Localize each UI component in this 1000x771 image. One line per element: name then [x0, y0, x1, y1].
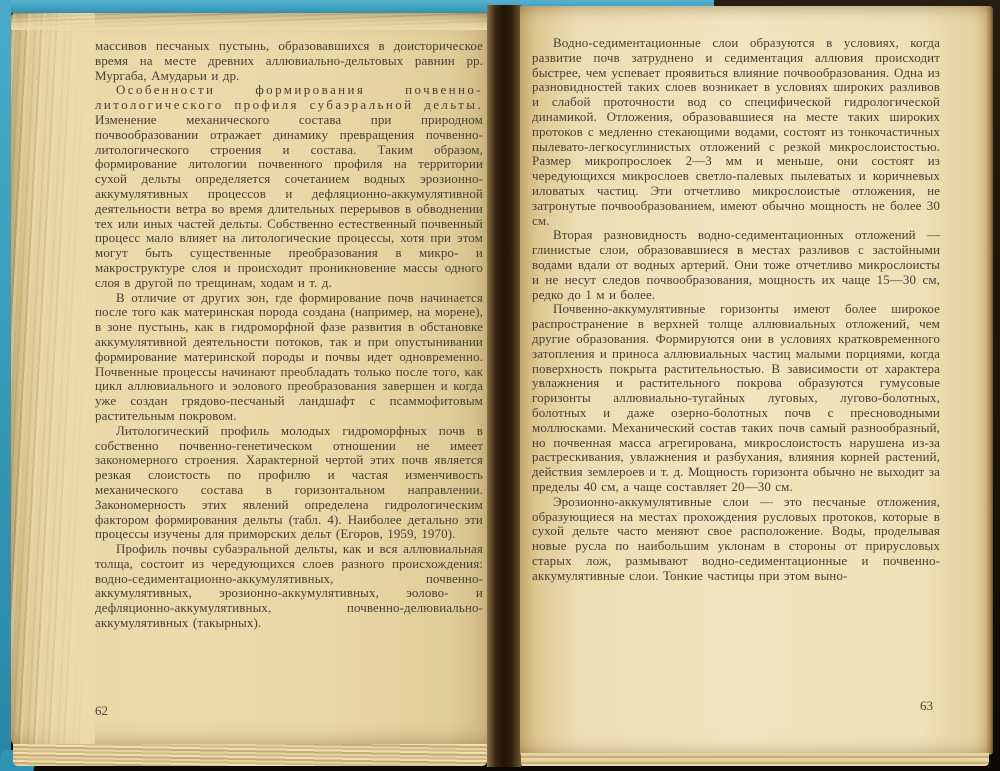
- paragraph: [95, 83, 483, 290]
- right-page: [520, 6, 993, 755]
- left-page-fore-edge-stack: [11, 13, 95, 746]
- paragraph: Водно-седиментационные слои образуются в условиях, когда развитие почв затруднено и седиментация аллювия происходит быстрее, чем успевает проявиться влияние почвообразования. Одна из разновидностей таких слоев возникает в условиях широких разливов и слабой проточности вод со специфической гидрологической динамикой. Отложения, образовавшиеся на месте таких широких протоков с медленно стекающими водами, состоят из тонкочастичных пылевато-легкосуглинистых отложений с резкой микрослоистостью. Размер микропрослоек 2—3 мм и меньше, они состоят из чередующихся микрослоев светло-палевых пылеватых и коричневых иловатых частиц. Эти отчетливо микрослоистые отложения, не затронутые почвообразованием, имеют обычно мощность не более 30 см.: [532, 35, 940, 228]
- left-page-bottom-edge-stack: [13, 744, 487, 766]
- left-page: [11, 13, 488, 746]
- right-page-bottom-edge-stack: [521, 753, 989, 766]
- left-page-top-edge-stack: [11, 13, 488, 30]
- right-page-text-block: [532, 36, 940, 583]
- book-gutter-shadow: [487, 5, 521, 767]
- left-page-text-block: [95, 39, 483, 631]
- paragraph: В отличие от других зон, где формирование почв начинается после того как материнская порода создана (например, на морене), в зоне пустынь, как в гидроморфной фазе развития в обстановке аккумулятивной деятельности потоков, так и при опустынивании формирование материнской породы и почвы идет одновременно. Почвенные процессы начинают преобладать только после того, как цикл аллювиального и эолового преобразования завершен и когда уже создан грядово-песчаный ландшафт с псаммофитовым растительным покровом.: [95, 289, 483, 423]
- emphasized-heading-text: Особенности формирования почвенно-литологического профиля субаэральной дельты.: [95, 82, 483, 113]
- paragraph: Почвенно-аккумулятивные горизонты имеют более широкое распространение в верхней толще аллювиальных отложений, чем другие образования. Формируются они в условиях кратковременного затопления и приноса аллювиальных частиц малыми порциями, когда поверхность покрыта растительностью. В зависимости от характера увлажнения и растительного покрова образуются гумусовые горизонты аллювиально-тугайных луговых, лугово-болотных, болотных и даже озерно-болотных почв с пресноводными моллюсками. Механический состав таких почв самый разнообразный, но почвенная масса агрегирована, микрослоистость нарушена из-за растрескивания, увлажнения и разбухания, влияния корней растений, действия землероев и т. д. Мощность горизонта обычно не выходит за пределы 40 см, а чаще составляет 20—30 см.: [532, 301, 940, 494]
- book-cover-left-edge: [0, 0, 11, 771]
- page-number-left: 62: [95, 703, 108, 718]
- page-number-right: 63: [920, 698, 933, 713]
- paragraph: массивов песчаных пустынь, образовавшихся в доисторическое время на месте древних аллювиально-дельтовых равнин рр. Мургаба, Амударьи и др.: [95, 38, 483, 83]
- paragraph: Литологический профиль молодых гидроморфных почв в собственно почвенно-генетическом отношении не имеет закономерного строения. Характерной чертой этих почв является резкая слоистость по профилю и частая изменчивость механического состава в горизонтальном направлении. Закономерность этих явлений определена гидрологическим фактором формирования дельты (табл. 4). Наиболее детально эти процессы изучены для приморских дельт (Егоров, 1959, 1970).: [95, 422, 483, 542]
- paragraph-text: Изменение механического состава при природном почвообразовании отражает динамику превращения почвенно-литологического строения и состава. Таким образом, формирование литологии почвенного профиля на территории сухой дельты определяется сочетанием водных эрозионно-аккумулятивных процессов и дефляционно-аккумулятивной деятельности ветра во время длительных перерывов в обводнении тех или иных частей дельты. Собственно естественный почвенный процесс мало влияет на литологические процессы, хотя при этом могут быть существенные преобразования в микро- и макроструктуре слоя и происходит проникновение массы одного слоя в другой по трещинам, ходам и т. д.: [95, 111, 483, 290]
- right-page-fore-edge: [986, 6, 993, 755]
- paragraph: Вторая разновидность водно-седиментационных отложений — глинистые слои, образовавшиеся в местах разливов с застойными водами вдали от водных артерий. Они тоже отчетливо микрослоисты и не несут следов почвообразования, мощность их чаще 15—30 см, редко до 1 м и более.: [532, 227, 940, 302]
- paragraph: Эрозионно-аккумулятивные слои — это песчаные отложения, образующиеся на местах прохождения русловых протоков, которые в сухой дельте часто меняют свое расположение. Воды, проделывая новые русла по наибольшим уклонам в стороны от прирусловых старых лож, размывают водно-седиментационные и почвенно-аккумулятивные слои. Тонкие частицы при этом выно-: [532, 493, 940, 583]
- paragraph: Профиль почвы субаэральной дельты, как и вся аллювиальная толща, состоит из чередующихся слоев разного происхождения: водно-седиментационно-аккумулятивных, почвенно-аккумулятивных, эрозионно-аккумулятивных, эолово- и дефляционно-аккумулятивных, почвенно-делювиально-аккумулятивных (такырных).: [95, 541, 483, 631]
